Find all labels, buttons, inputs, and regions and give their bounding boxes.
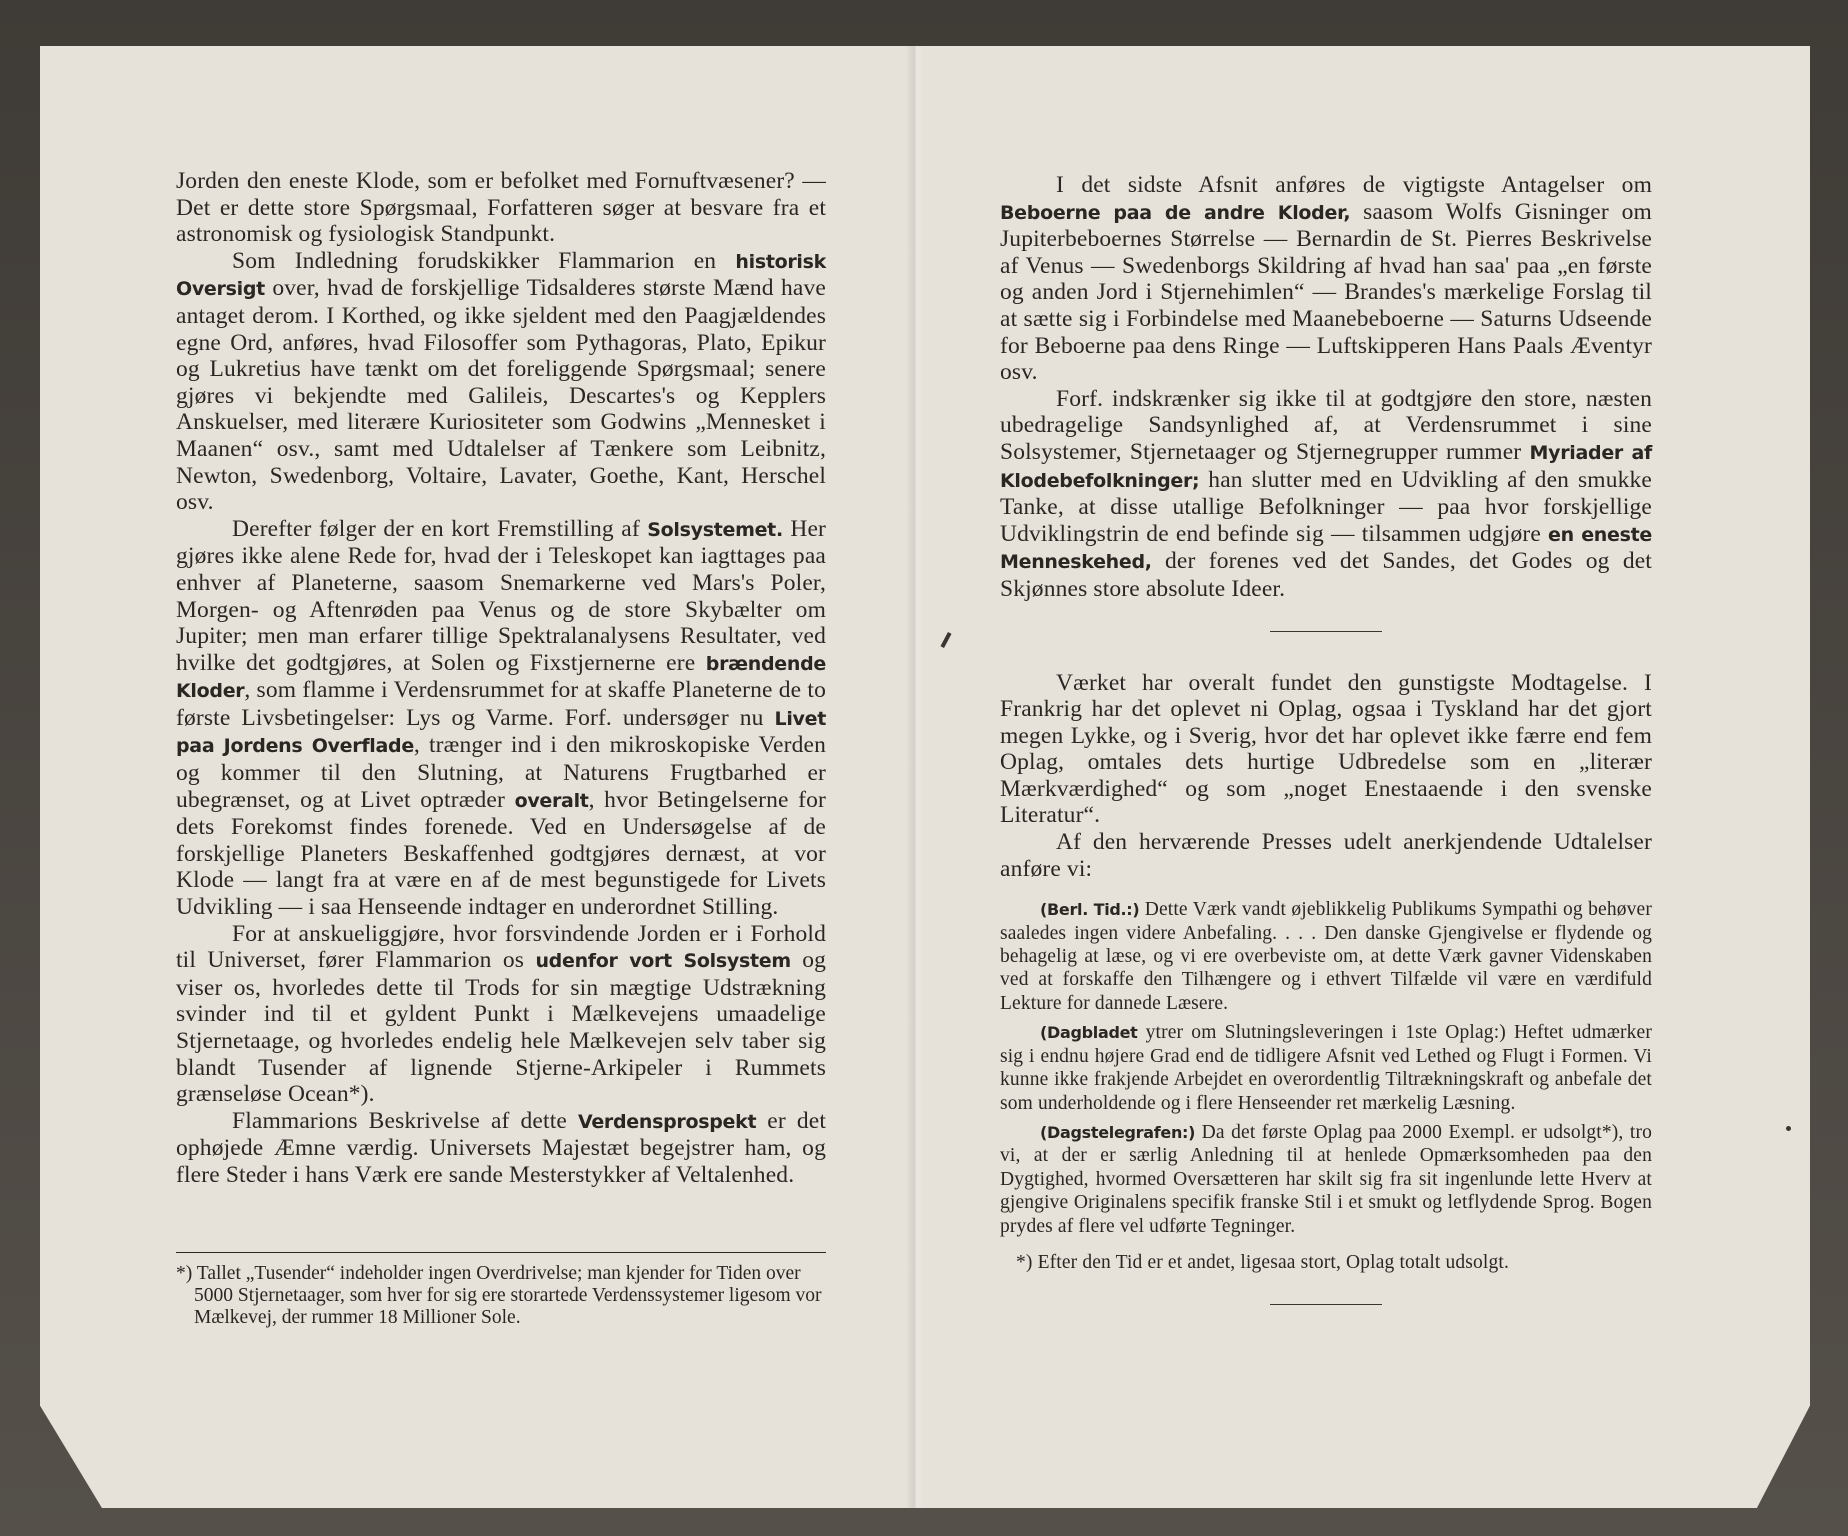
press-quote	[1000, 1021, 1652, 1115]
bold-term: (Dagstelegrafen:)	[1040, 1122, 1196, 1142]
paragraph	[1000, 829, 1652, 882]
text-run: Forf. indskrænker sig ikke til at godtgjøre den store, næsten ubedragelige Sandsynlighed af, at Verdensrummet i sine Solsystemer, Stjernetaager og Stjernegrupper rummer	[1000, 385, 1652, 465]
right-page-paragraphs	[1000, 172, 1652, 603]
text-run: Som Indledning forudskikker Flammarion en	[232, 247, 736, 274]
text-run: , trænger ind i den mikroskopiske Verden og kommer til den Slutning, at Naturens Frugtbarhed er ubegrænset, og at Livet optræder	[176, 732, 826, 813]
bold-term: en eneste Menneskehed,	[1000, 523, 1652, 574]
right-footnote-text: *) Efter den Tid er et andet, ligesaa stort, Oplag totalt udsolgt.	[1016, 1251, 1509, 1273]
ink-dot	[1786, 1126, 1791, 1131]
text-run: Flammarions Beskrivelse af dette	[232, 1107, 578, 1134]
paragraph	[176, 1108, 826, 1189]
right-page-body	[1000, 172, 1652, 1305]
text-run: Her gjøres ikke alene Rede for, hvad der i Teleskopet kan iagttages paa enhver af Planeterne, saasom Snemarkerne ved Mars's Poler, Morgen- og Aftenrøden paa Venus og de store Skybælter om Jupiter; men man erfarer tillige Spektralanalysens Resultater, ved hvilke det godtgjøres, at Solen og Fixstjernerne ere	[176, 515, 827, 676]
text-run: Derefter følger der en kort Fremstilling af	[232, 515, 648, 542]
section-divider	[1270, 631, 1382, 632]
left-footnote-text: *) Tallet „Tusender“ indeholder ingen Overdrivelse; man kjender for Tiden over 5000 Stjernetaager, som hver for sig ere storartede Verdenssystemer ligesom vor Mælkevej, der rummer 18 Millioner Sole.	[176, 1263, 822, 1328]
text-run: For at anskueliggjøre, hvor forsvindende Jorden er i Forhold til Universet, fører Flammarion os	[176, 920, 826, 974]
bold-term: Livet paa Jordens Overflade	[176, 707, 826, 758]
press-quote	[1000, 898, 1652, 1015]
left-page-body	[176, 168, 826, 1189]
text-run: Af den herværende Presses udelt anerkjendende Udtalelser anføre vi:	[1000, 829, 1652, 882]
text-run: ytrer om Slutningsleveringen i 1ste Oplag:) Heftet udmærker sig i endnu højere Grad end de tidligere Afsnit ved Lethed og Flugt i Formen. Vi kunne ikke frakjende Arbejdet en overordentlig Tiltrækningskraft og anbefale det som underholdende og i flere Henseender ret mærkelig Læsning.	[1000, 1022, 1652, 1114]
bold-term: (Dagbladet	[1040, 1023, 1138, 1043]
bold-term: historisk Oversigt	[176, 250, 826, 301]
bold-term: brændende Kloder	[176, 652, 826, 703]
paragraph	[176, 516, 826, 921]
text-run: I det sidste Afsnit anføres de vigtigste Antagelser om	[1056, 172, 1652, 198]
text-run: over, hvad de forskjellige Tidsalderes største Mænd have antaget derom. I Korthed, og ikke sjeldent med den Paagjældendes egne Ord, anføres, hvad Filosoffer som Pythagoras, Plato, Epikur og Lukretius have tænkt om det foreliggende Spørgsmaal; senere gjøres vi bekjendte med Galileis, Descartes's og Kepplers Anskuelser, med literære Kuriositeter som Godwins „Mennesket i Maanen“ osv., samt med Udtalelser af Tænkere som Leibnitz, Newton, Swedenborg, Voltaire, Lavater, Goethe, Kant, Herschel osv.	[176, 275, 826, 516]
paragraph	[1000, 670, 1652, 830]
press-quotes	[1000, 898, 1652, 1238]
bold-term: Beboerne paa de andre Kloder,	[1000, 201, 1351, 224]
bold-term: Solsystemet.	[647, 518, 783, 541]
text-run: Da det første Oplag paa 2000 Exempl. er udsolgt*), tro vi, at der er særlig Anledning til at henlede Opmærksomheden paa den Dygtighed, hvormed Oversætteren har skilt sig fra sit ingenlunde lette Hverv at gjengive Originalens specifik franske Stil i et smukt og letflydende Sprog. Bogen prydes af flere vel udførte Tegninger.	[1000, 1121, 1652, 1237]
text-run: Jorden den eneste Klode, som er befolket med Fornuftvæsener? — Det er dette store Spørgsmaal, Forfatteren søger at besvare fra et astronomisk og fysiologisk Standpunkt.	[176, 168, 826, 248]
text-run: Dette Værk vandt øjeblikkelig Publikums Sympathi og behøver saaledes ingen videre Anbefaling. . . . Den danske Gjengivelse er flydende og behagelig at læse, og vi ere overbeviste om, at dette Værk gavner Videnskaben ved at forskaffe den Tilhængere og i ethvert Tilfælde vil være en værdifuld Lekture for dannede Læsere.	[1000, 899, 1652, 1014]
center-fold	[906, 46, 924, 1508]
paragraph	[176, 168, 826, 248]
bold-term: overalt	[514, 789, 589, 812]
text-run: og viser os, hvorledes dette til Trods for sin mægtige Udstrækning svinder ind til et gyldent Punkt i Mælkevejens umaadelige Stjernetaage, og hvorledes endelig hele Mælkevejen selv taber sig blandt Tusender af lignende Stjerne-Arkipeler i Rummets grænseløse Ocean*).	[176, 947, 826, 1108]
end-divider	[1270, 1304, 1382, 1305]
text-run: , som flamme i Verdensrummet for at skaffe Planeterne de to første Livsbetingelser: Lys og Varme. Forf. undersøger nu	[176, 677, 826, 731]
bold-term: Myriader af Klodebefolkninger;	[1000, 441, 1652, 492]
text-run: , hvor Betingelserne for dets Forekomst findes forenede. Ved en Undersøgelse af de forskjellige Planeters Beskaffenhed godtgjøres dernæst, at vor Klode — langt fra at være en af de mest begunstigede for Livets Udvikling — i saa Henseende indtager en underordnet Stilling.	[176, 786, 826, 921]
text-run: der forenes ved det Sandes, det Godes og det Skjønnes store absolute Ideer.	[1000, 548, 1652, 602]
press-quote	[1000, 1121, 1652, 1238]
paragraph	[1000, 172, 1652, 386]
bold-term: udenfor vort Solsystem	[535, 950, 791, 973]
paragraph	[176, 248, 826, 516]
bold-term: (Berl. Tid.:)	[1040, 900, 1140, 920]
text-run: han slutter med en Udvikling af den smukke Tanke, at disse utallige Befolkninger — paa hvor forskjellige Udviklingstrin de end befinde sig — tilsammen udgjøre	[1000, 466, 1652, 547]
left-footnote	[176, 1252, 826, 1329]
paragraph	[176, 921, 826, 1108]
paragraph	[1000, 386, 1652, 603]
text-run: er det ophøjede Æmne værdig. Universets Majestæt begejstrer ham, og flere Steder i hans Værk ere sande Mesterstykker af Veltalenhed.	[176, 1107, 826, 1188]
text-run: Værket har overalt fundet den gunstigste Modtagelse. I Frankrig har det oplevet ni Oplag, ogsaa i Tyskland har det gjort megen Lykke, og i Sverig, hvor det har oplevet ikke færre end fem Oplag, omtales dets hurtige Udbredelse som en „literær Mærkværdighed“ og som „noget Enestaaende i den svenske Literatur“.	[1000, 669, 1652, 829]
bold-term: Verdensprospekt	[577, 1110, 757, 1133]
text-run: saasom Wolfs Gisninger om Jupiterbeboernes Størrelse — Bernardin de St. Pierres Beskrivelse af Venus — Swedenborgs Skildring af hvad han saa' paa „en første og anden Jord i Stjernehimlen“ — Brandes's mærkelige Forslag til at sætte sig i Forbindelse med Maanebeboerne — Saturns Udseende for Beboerne paa dens Ringe — Luftskipperen Hans Paals Æventyr osv.	[1000, 198, 1652, 386]
reception-paragraphs	[1000, 670, 1652, 883]
